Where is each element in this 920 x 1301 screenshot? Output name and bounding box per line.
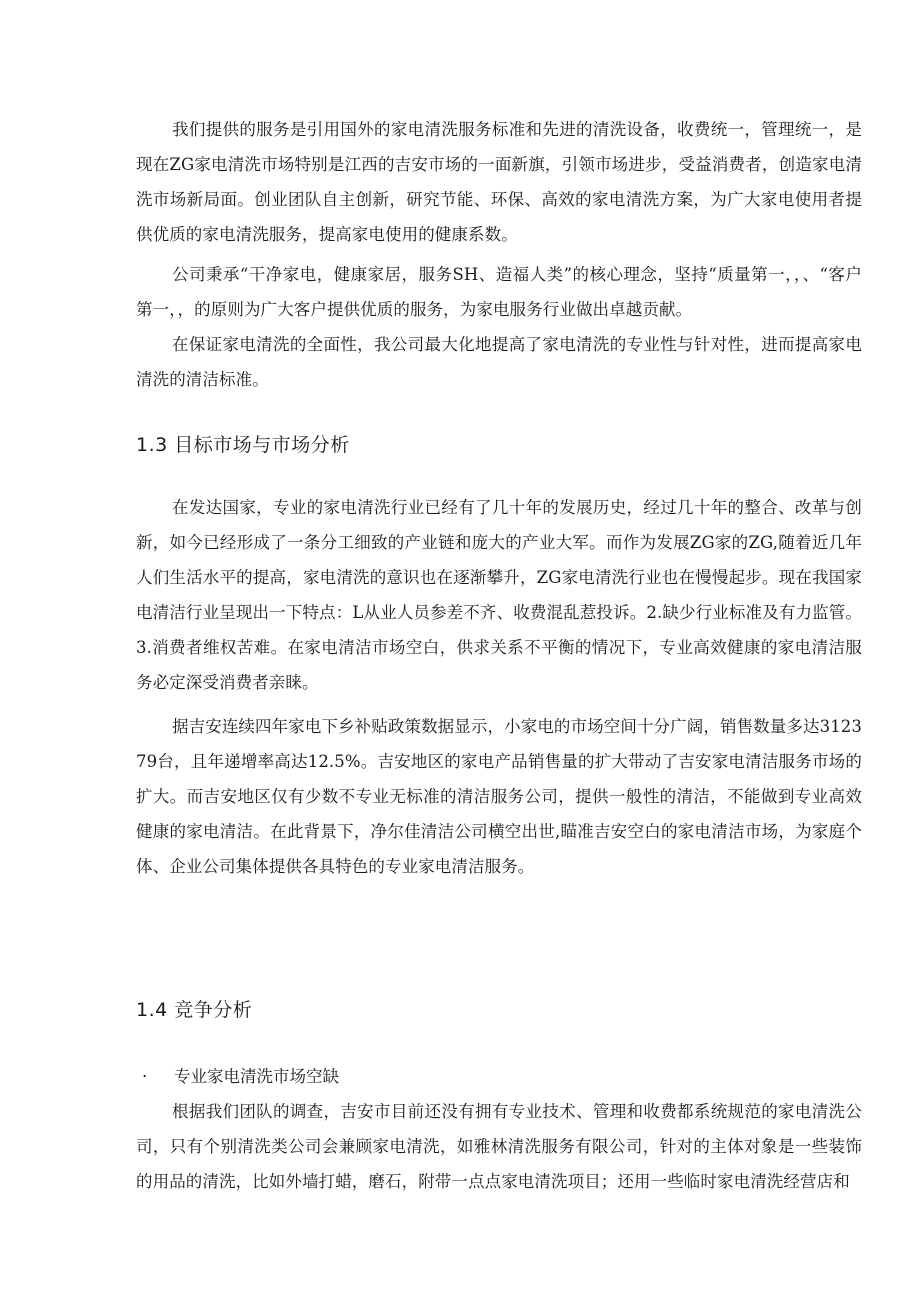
paragraph-cleaning-standard: 在保证家电清洗的全面性，我公司最大化地提高了家电清洗的专业性与针对性，进而提高家电清洗的清洁标准。 <box>136 335 862 389</box>
paragraph-company-philosophy: 公司秉承“干净家电，健康家居，服务SH、造福人类”的核心理念，坚持“质量第一，，、“客户第一，，的原则为广大客户提供优质的服务，为家电服务行业做出卓越贡献。 <box>136 265 862 319</box>
section-heading-1-4: 1.4 竞争分析 <box>136 999 253 1021</box>
paragraph-team-survey: 根据我们团队的调查，吉安市目前还没有拥有专业技术、管理和收费都系统规范的家电清洗公司，只有个别清洗类公司会兼顾家电清洗，如雅林清洗服务有限公司，针对的主体对象是一些装饰的用品的清洗，比如外墙打蜡，磨石，附带一点点家电清洗项目；还用一些临时家电清洗经营店和 <box>136 1102 862 1191</box>
paragraph-jian-market-data: 据吉安连续四年家电下乡补贴政策数据显示，小家电的市场空间十分广阔，销售数量多达312379台，且年递增率高达12.5%。吉安地区的家电产品销售量的扩大带动了吉安家电清洁服务市场的扩大。而吉安地区仅有少数不专业无标准的清洁服务公司，提供一般性的清洁，不能做到专业高效健康的家电清洁。在此背景下，净尔佳清洁公司横空出世,瞄准吉安空白的家电清洁市场，为家庭个体、企业公司集体提供各具特色的专业家电清洁服务。 <box>136 717 862 876</box>
paragraph-service-intro: 我们提供的服务是引用国外的家电清洗服务标准和先进的清洗设备，收费统一，管理统一，是现在ZG家电清洗市场特别是江西的吉安市场的一面新旗，引领市场进步，受益消费者，创造家电清洗市场新局面。创业团队自主创新，研究节能、环保、高效的家电清洗方案，为广大家电使用者提供优质的家电清洗服务，提高家电使用的健康系数。 <box>136 120 862 244</box>
bullet-item <box>136 1064 339 1090</box>
paragraph-developed-countries: 在发达国家，专业的家电清洗行业已经有了几十年的发展历史，经过几十年的整合、改革与创新，如今已经形成了一条分工细致的产业链和庞大的产业大军。而作为发展ZG家的ZG,随着近几年人们生活水平的提高，家电清洗的意识也在逐渐攀升，ZG家电清洗行业也在慢慢起步。现在我国家电清洁行业呈现出一下特点：L从业人员参差不齐、收费混乱惹投诉。2.缺少行业标准及有力监管。3.消费者维权苦难。在家电清洁市场空白，供求关系不平衡的情况下，专业高效健康的家电清洁服务必定深受消费者亲睐。 <box>136 498 862 692</box>
section-heading-1-3: 1.3 目标市场与市场分析 <box>136 434 350 456</box>
bullet-dot-icon: · <box>142 1067 148 1086</box>
bullet-text: 专业家电清洗市场空缺 <box>174 1067 339 1086</box>
